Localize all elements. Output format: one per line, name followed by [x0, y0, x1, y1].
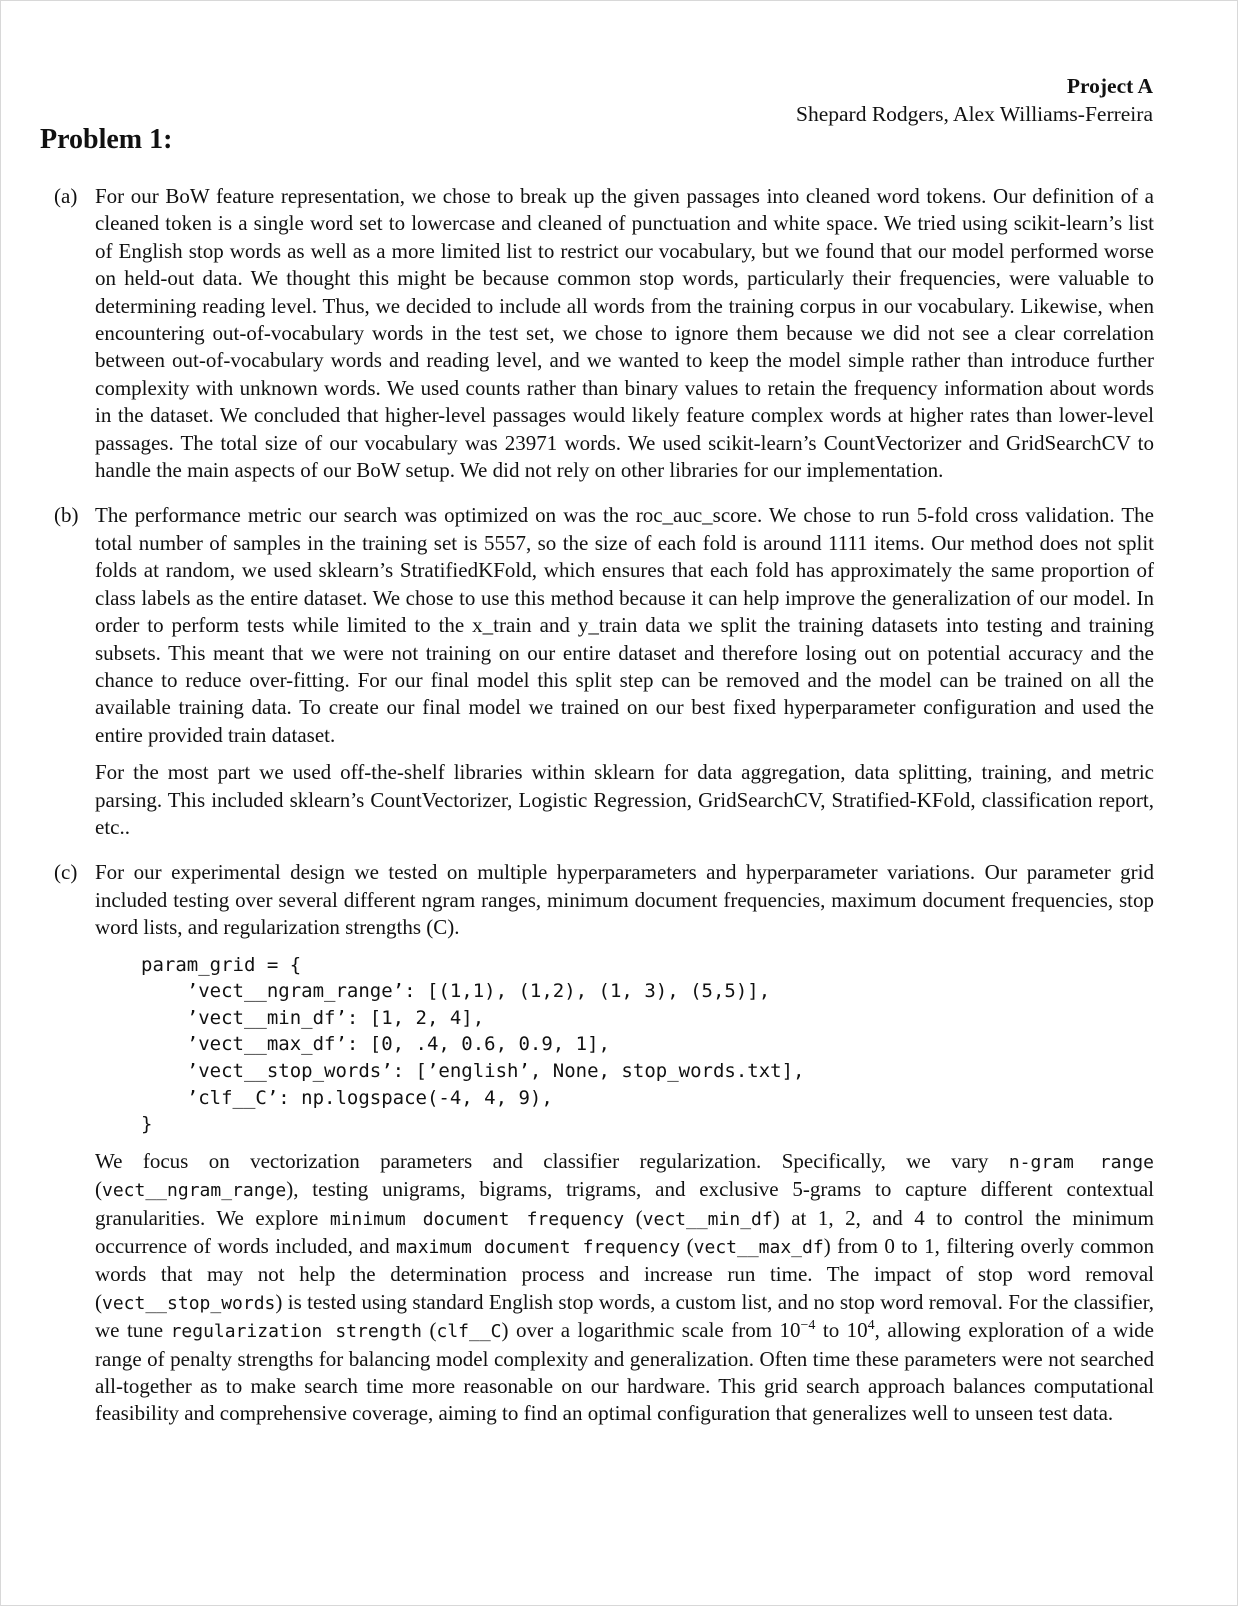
- text-run: ) over a logarithmic scale from 10: [501, 1318, 801, 1343]
- text-run: , allowing exploration of a wide range of penalty strengths for balancing model complexity and generalization. Often time these parameters were not searched all-together as to make search time more reasonable on our hardware. This grid search approach balances computational feasibility and comprehensive coverage, aiming to find an optimal configuration that generalizes well to unseen test data.: [95, 1318, 1154, 1426]
- code-term: vect__stop_words: [102, 1292, 276, 1314]
- paragraph: [95, 1148, 1154, 1428]
- code-term: n-gram range: [1008, 1151, 1154, 1173]
- code-term: vect__max_df: [693, 1236, 824, 1258]
- paragraph: The performance metric our search was optimized on was the roc_auc_score. We chose to run 5-fold cross validation. The total number of samples in the training set is 5557, so the size of each fold is around 1111 items. Our method does not split folds at random, we used sklearn’s StratifiedKFold, which ensures that each fold has approximately the same proportion of class labels as the entire dataset. We chose to use this method because it can help improve the generalization of our model. In order to perform tests while limited to the x_train and y_train data we split the training datasets into testing and training subsets. This meant that we were not training on our entire dataset and therefore losing out on potential accuracy and the chance to reduce over-fitting. For our final model this split step can be removed and the model can be trained on all the available training data. To create our final model we trained on our best fixed hyperparameter configuration and used the entire provided train dataset.: [95, 503, 1154, 747]
- text-run: to 10: [815, 1318, 868, 1343]
- part-c-body: [95, 859, 1154, 1427]
- param-grid-code: param_grid = { ’vect__ngram_range’: [(1,1), (1,2), (1, 3), (5,5)], ’vect__min_df’: [1, 2, 4], ’vect__max_df’: [0, .4, 0.6, 0.9, 1], ’vect__stop_words’: [’english’, None, stop_words.txt], ’clf__C’: np.logspace(-4, 4, 9), }: [141, 953, 805, 1136]
- part-label: (c): [54, 860, 78, 885]
- part-label: (a): [54, 184, 78, 208]
- paragraph: For our experimental design we tested on multiple hyperparameters and hyperparameter variations. Our parameter grid included testing over several different ngram ranges, minimum document frequencies, maximum document frequencies, stop word lists, and regularization strengths (C).: [95, 860, 1154, 940]
- exponent: 4: [867, 1318, 875, 1334]
- problem-title: Problem 1:: [40, 124, 173, 155]
- text-run: ) from 0 to 1, filtering overly common words that may not help the determination process and increase run time. The impact of stop word removal (: [95, 1233, 1154, 1314]
- authors: Shepard Rodgers, Alex Williams-Ferreira: [796, 102, 1153, 126]
- text-run: (: [624, 1205, 643, 1230]
- text-run: ) at 1, 2, and 4 to control the minimum occurrence of words included, and: [95, 1205, 1154, 1258]
- text-run: (: [680, 1233, 694, 1258]
- exponent: −4: [800, 1318, 816, 1334]
- text-run: We focus on vectorization parameters and classifier regularization. Specifically, we vary: [95, 1148, 1009, 1173]
- problem-content: [54, 183, 1154, 1446]
- part-a: [54, 183, 1154, 484]
- part-b-body: [95, 502, 1154, 841]
- code-term: clf__C: [436, 1321, 502, 1343]
- project-title: Project A: [1066, 74, 1153, 98]
- text-run: (: [422, 1318, 437, 1343]
- text-run: ) is tested using standard English stop words, a custom list, and no stop word removal. For the classifier, we tune: [95, 1289, 1154, 1343]
- page-header: [796, 72, 1153, 128]
- code-term: maximum document frequency: [396, 1236, 681, 1258]
- part-a-body: [95, 183, 1154, 484]
- text-run: (: [95, 1177, 102, 1202]
- code-term: vect__ngram_range: [102, 1180, 287, 1202]
- code-term: regularization strength: [170, 1321, 423, 1343]
- paragraph: For our BoW feature representation, we chose to break up the given passages into cleaned word tokens. Our definition of a cleaned token is a single word set to lowercase and cleaned of punctuation and white space. We tried using scikit-learn’s list of English stop words as well as a more limited list to restrict our vocabulary, but we found that our model performed worse on held-out data. We thought this might be because common stop words, particularly their frequencies, were valuable to determining reading level. Thus, we decided to include all words from the training corpus in our vocabulary. Likewise, when encountering out-of-vocabulary words in the test set, we chose to ignore them because we did not see a clear correlation between out-of-vocabulary words and reading level, and we wanted to keep the model simple rather than introduce further complexity with unknown words. We used counts rather than binary values to retain the frequency information about words in the dataset. We concluded that higher-level passages would likely feature complex words at higher rates than lower-level passages. The total size of our vocabulary was 23971 words. We used scikit-learn’s CountVectorizer and GridSearchCV to handle the main aspects of our BoW setup. We did not rely on other libraries for our implementation.: [95, 184, 1154, 483]
- part-label: (b): [54, 503, 79, 528]
- paragraph: For the most part we used off-the-shelf libraries within sklearn for data aggregation, data splitting, training, and metric parsing. This included sklearn’s CountVectorizer, Logistic Regression, GridSearchCV, Stratified-KFold, classification report, etc..: [95, 760, 1154, 839]
- part-c: [54, 859, 1154, 1427]
- code-term: minimum document frequency: [329, 1208, 625, 1230]
- text-run: ), testing unigrams, bigrams, trigrams, and exclusive 5-grams to capture different contextual granularities. We explore: [95, 1177, 1154, 1230]
- code-term: vect__min_df: [642, 1208, 773, 1230]
- part-b: [54, 502, 1154, 841]
